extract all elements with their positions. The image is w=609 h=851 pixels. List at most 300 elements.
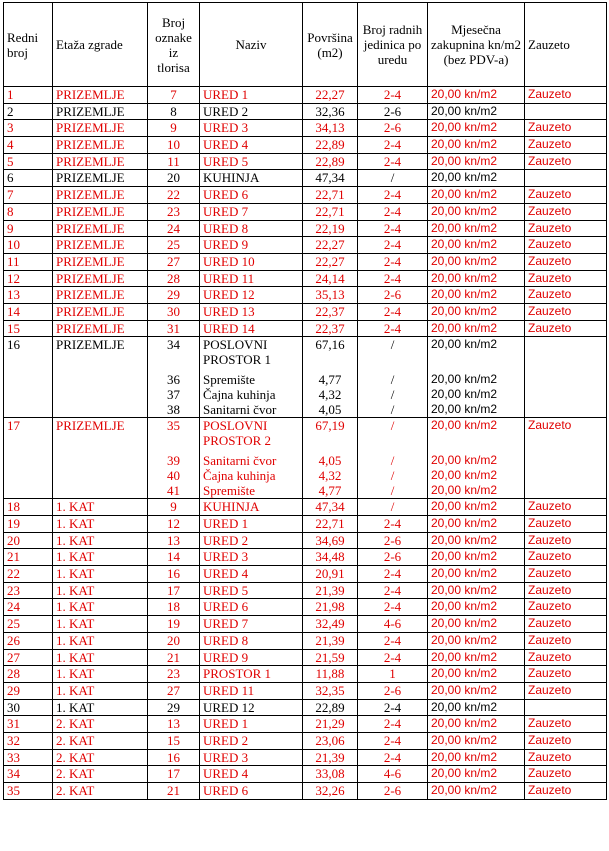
zakupnina-item: 20,00 kn/m2 [431,418,498,433]
cell-naziv: URED 7 [200,616,303,633]
jedinice-item: / [390,402,395,418]
cell-zakupnina: 20,00 kn/m2 [428,120,525,137]
cell-jedinice: 4-6 [358,616,428,633]
cell-redni: 16 [4,337,53,418]
cell-zauzeto: Zauzeto [525,582,607,599]
cell-redni: 12 [4,270,53,287]
cell-etaza: PRIZEMLJE [53,237,148,254]
cell-povrsina: 22,27 [303,87,358,104]
cell-jedinice: 2-4 [358,187,428,204]
table-row [4,499,607,516]
povrsina-item: 4,05 [318,453,342,469]
cell-etaza: PRIZEMLJE [53,253,148,270]
cell-zakupnina: 20,00 kn/m2 [428,103,525,120]
cell-jedinice: 2-4 [358,649,428,666]
oznaka-item: 38 [167,402,180,418]
cell-jedinice: 2-4 [358,320,428,337]
cell-zakupnina: 20,00 kn/m2 [428,666,525,683]
table-row [4,682,607,699]
cell-oznaka: 23 [148,203,200,220]
povrsina-item: 4,05 [318,402,342,418]
cell-oznaka: 19 [148,616,200,633]
cell-zauzeto: Zauzeto [525,649,607,666]
cell-povrsina: 21,59 [303,649,358,666]
povrsina-item: 67,16 [315,337,345,353]
table-row [4,566,607,583]
cell-oznaka: 13 [148,532,200,549]
cell-naziv: URED 3 [200,120,303,137]
cell-oznaka: 13 [148,716,200,733]
cell-naziv: URED 4 [200,566,303,583]
table-row [4,137,607,154]
cell-oznaka: 17 [148,766,200,783]
cell-oznaka: 14 [148,549,200,566]
cell-naziv: URED 9 [200,649,303,666]
cell-etaza: PRIZEMLJE [53,220,148,237]
oznaka-item: 40 [167,468,180,484]
cell-jedinice: 2-4 [358,749,428,766]
cell-jedinice: 2-6 [358,532,428,549]
cell-etaza: PRIZEMLJE [53,320,148,337]
cell-redni: 34 [4,766,53,783]
cell-zakupnina: 20,00 kn/m2 [428,649,525,666]
cell-oznaka: 10 [148,137,200,154]
cell-naziv: KUHINJA [200,499,303,516]
cell-naziv: URED 2 [200,103,303,120]
cell-etaza: PRIZEMLJE [53,418,148,499]
cell-povrsina: 34,13 [303,120,358,137]
cell-redni: 6 [4,170,53,187]
zakupnina-item: 20,00 kn/m2 [431,402,498,417]
cell-redni: 3 [4,120,53,137]
cell-naziv: PROSTOR 1 [200,666,303,683]
cell-etaza: PRIZEMLJE [53,337,148,418]
cell-oznaka: 9 [148,120,200,137]
table-row [4,549,607,566]
cell-zauzeto: Zauzeto [525,749,607,766]
cell-naziv: URED 2 [200,532,303,549]
cell-naziv: URED 4 [200,766,303,783]
cell-naziv: URED 7 [200,203,303,220]
cell-povrsina: 24,14 [303,270,358,287]
table-row [4,599,607,616]
cell-etaza: 1. KAT [53,649,148,666]
cell-povrsina: 20,91 [303,566,358,583]
table-row [4,253,607,270]
cell-etaza: 1. KAT [53,616,148,633]
cell-zakupnina: 20,00 kn/m2 [428,303,525,320]
naziv-item: Sanitarni čvor [203,453,277,469]
cell-zauzeto: Zauzeto [525,320,607,337]
povrsina-item: 67,19 [315,418,345,434]
cell-jedinice: 2-4 [358,87,428,104]
cell-zauzeto: Zauzeto [525,237,607,254]
cell-zauzeto [525,337,607,418]
cell-redni: 33 [4,749,53,766]
cell-zakupnina: 20,00 kn/m2 [428,632,525,649]
cell-jedinice: 2-4 [358,632,428,649]
cell-zauzeto: Zauzeto [525,566,607,583]
zakupnina-item: 20,00 kn/m2 [431,468,498,483]
povrsina-item: 4,32 [318,387,342,403]
cell-zauzeto: Zauzeto [525,666,607,683]
cell-zauzeto: Zauzeto [525,287,607,304]
cell-zakupnina: 20,00 kn/m2 [428,253,525,270]
cell-redni: 23 [4,582,53,599]
cell-povrsina: 22,27 [303,237,358,254]
cell-zakupnina: 20,00 kn/m2 [428,516,525,533]
cell-naziv: URED 3 [200,549,303,566]
povrsina-item: 4,77 [318,483,342,499]
cell-povrsina: 21,39 [303,582,358,599]
cell-oznaka: 24 [148,220,200,237]
naziv-item: Spremište [203,372,255,388]
cell-jedinice-list [358,337,428,418]
cell-povrsina: 34,69 [303,532,358,549]
cell-redni: 11 [4,253,53,270]
table-row [4,153,607,170]
oznaka-item: 37 [167,387,180,403]
cell-jedinice: 2-4 [358,270,428,287]
cell-oznaka: 9 [148,499,200,516]
cell-zakupnina: 20,00 kn/m2 [428,599,525,616]
cell-naziv: URED 5 [200,582,303,599]
cell-zauzeto: Zauzeto [525,682,607,699]
header-jedinice: Broj radnih jedinica po uredu [358,3,428,87]
cell-jedinice: / [358,499,428,516]
cell-zakupnina-list [428,418,525,499]
cell-oznaka: 16 [148,566,200,583]
cell-oznaka: 21 [148,649,200,666]
cell-oznaka: 8 [148,103,200,120]
cell-zakupnina: 20,00 kn/m2 [428,153,525,170]
cell-zakupnina: 20,00 kn/m2 [428,203,525,220]
cell-naziv: URED 8 [200,220,303,237]
cell-povrsina: 34,48 [303,549,358,566]
cell-redni: 26 [4,632,53,649]
cell-naziv-list [200,337,303,418]
cell-redni: 9 [4,220,53,237]
cell-oznaka-list [148,418,200,499]
naziv-item: Čajna kuhinja [203,468,276,484]
cell-naziv: URED 6 [200,187,303,204]
cell-zakupnina: 20,00 kn/m2 [428,320,525,337]
cell-povrsina: 22,89 [303,699,358,716]
cell-jedinice: 2-6 [358,549,428,566]
table-row [4,582,607,599]
table-row [4,783,607,800]
cell-etaza: PRIZEMLJE [53,103,148,120]
cell-oznaka: 29 [148,699,200,716]
cell-redni: 14 [4,303,53,320]
table-row [4,103,607,120]
cell-etaza: PRIZEMLJE [53,153,148,170]
cell-zauzeto: Zauzeto [525,716,607,733]
cell-zauzeto: Zauzeto [525,616,607,633]
cell-jedinice: 2-4 [358,732,428,749]
cell-etaza: 1. KAT [53,566,148,583]
cell-redni: 28 [4,666,53,683]
cell-povrsina: 21,98 [303,599,358,616]
cell-zakupnina: 20,00 kn/m2 [428,532,525,549]
table-row [4,749,607,766]
cell-etaza: 1. KAT [53,666,148,683]
cell-naziv: URED 8 [200,632,303,649]
cell-redni: 2 [4,103,53,120]
cell-oznaka: 17 [148,582,200,599]
cell-etaza: 2. KAT [53,716,148,733]
cell-redni: 8 [4,203,53,220]
table-row [4,87,607,104]
cell-jedinice: 2-4 [358,566,428,583]
cell-povrsina-list [303,418,358,499]
cell-oznaka: 30 [148,303,200,320]
header-zakupnina: Mjesečna zakupnina kn/m2 (bez PDV-a) [428,3,525,87]
cell-zauzeto [525,170,607,187]
table-row [4,170,607,187]
cell-zakupnina: 20,00 kn/m2 [428,287,525,304]
cell-naziv: URED 9 [200,237,303,254]
cell-zauzeto: Zauzeto [525,532,607,549]
cell-oznaka: 21 [148,783,200,800]
cell-zakupnina: 20,00 kn/m2 [428,766,525,783]
oznaka-item: 39 [167,453,180,469]
cell-naziv: URED 12 [200,699,303,716]
cell-oznaka: 15 [148,732,200,749]
cell-povrsina: 22,71 [303,203,358,220]
oznaka-item: 41 [167,483,180,499]
cell-redni: 18 [4,499,53,516]
cell-jedinice: 2-4 [358,253,428,270]
cell-zauzeto: Zauzeto [525,253,607,270]
cell-jedinice-list [358,418,428,499]
cell-redni: 17 [4,418,53,499]
jedinice-item: / [390,337,395,353]
cell-naziv: URED 10 [200,253,303,270]
table-row [4,287,607,304]
cell-oznaka: 20 [148,170,200,187]
cell-zakupnina: 20,00 kn/m2 [428,237,525,254]
cell-naziv: URED 1 [200,87,303,104]
cell-etaza: PRIZEMLJE [53,137,148,154]
cell-jedinice: 2-4 [358,137,428,154]
cell-etaza: 1. KAT [53,599,148,616]
cell-zauzeto: Zauzeto [525,303,607,320]
cell-redni: 29 [4,682,53,699]
cell-zauzeto: Zauzeto [525,203,607,220]
table-row [4,320,607,337]
table-row [4,270,607,287]
table-row [4,220,607,237]
cell-zakupnina: 20,00 kn/m2 [428,220,525,237]
cell-zakupnina: 20,00 kn/m2 [428,270,525,287]
table-row [4,716,607,733]
cell-zauzeto: Zauzeto [525,599,607,616]
cell-naziv: URED 4 [200,137,303,154]
cell-redni: 22 [4,566,53,583]
cell-zakupnina: 20,00 kn/m2 [428,699,525,716]
table-row [4,632,607,649]
cell-zauzeto: Zauzeto [525,516,607,533]
header-naziv: Naziv [200,3,303,87]
cell-naziv: URED 13 [200,303,303,320]
jedinice-item: / [390,483,395,499]
cell-etaza: 1. KAT [53,499,148,516]
table-row [4,187,607,204]
povrsina-item: 4,32 [318,468,342,484]
cell-jedinice: 2-4 [358,699,428,716]
cell-zauzeto [525,103,607,120]
cell-oznaka: 25 [148,237,200,254]
cell-zauzeto: Zauzeto [525,549,607,566]
cell-naziv: URED 14 [200,320,303,337]
cell-povrsina: 22,37 [303,320,358,337]
cell-jedinice: 2-4 [358,303,428,320]
cell-zakupnina: 20,00 kn/m2 [428,187,525,204]
cell-etaza: PRIZEMLJE [53,303,148,320]
table-row [4,666,607,683]
cell-etaza: 1. KAT [53,516,148,533]
cell-naziv: URED 2 [200,732,303,749]
cell-naziv: URED 12 [200,287,303,304]
jedinice-item: / [390,468,395,484]
header-zauzeto: Zauzeto [525,3,607,87]
cell-redni: 5 [4,153,53,170]
cell-zakupnina: 20,00 kn/m2 [428,566,525,583]
cell-zauzeto: Zauzeto [525,187,607,204]
cell-povrsina: 11,88 [303,666,358,683]
office-lease-table [3,2,607,800]
cell-redni: 1 [4,87,53,104]
cell-redni: 7 [4,187,53,204]
cell-zauzeto: Zauzeto [525,120,607,137]
cell-zakupnina: 20,00 kn/m2 [428,716,525,733]
cell-povrsina: 22,19 [303,220,358,237]
cell-jedinice: 2-4 [358,203,428,220]
cell-povrsina: 47,34 [303,499,358,516]
naziv-item: POSLOVNI PROSTOR 2 [203,418,272,449]
header-povrsina: Površina (m2) [303,3,358,87]
cell-jedinice: 2-4 [358,716,428,733]
cell-oznaka: 7 [148,87,200,104]
cell-jedinice: 2-6 [358,120,428,137]
cell-redni: 24 [4,599,53,616]
cell-etaza: 1. KAT [53,582,148,599]
cell-oznaka: 22 [148,187,200,204]
cell-etaza: PRIZEMLJE [53,120,148,137]
cell-oznaka: 16 [148,749,200,766]
cell-jedinice: 2-4 [358,582,428,599]
jedinice-item: / [390,418,395,434]
cell-redni: 20 [4,532,53,549]
cell-povrsina: 23,06 [303,732,358,749]
cell-etaza: 1. KAT [53,682,148,699]
table-row [4,766,607,783]
cell-redni: 35 [4,783,53,800]
cell-zauzeto: Zauzeto [525,137,607,154]
cell-zakupnina: 20,00 kn/m2 [428,549,525,566]
cell-jedinice: 2-4 [358,599,428,616]
cell-etaza: PRIZEMLJE [53,270,148,287]
cell-etaza: PRIZEMLJE [53,287,148,304]
jedinice-item: / [390,372,395,388]
table-row [4,237,607,254]
cell-etaza: 2. KAT [53,783,148,800]
cell-zakupnina-list [428,337,525,418]
cell-zauzeto: Zauzeto [525,732,607,749]
cell-etaza: 1. KAT [53,632,148,649]
cell-redni: 32 [4,732,53,749]
cell-naziv: URED 11 [200,682,303,699]
cell-povrsina: 21,39 [303,632,358,649]
cell-povrsina: 32,49 [303,616,358,633]
cell-povrsina: 22,27 [303,253,358,270]
cell-zauzeto: Zauzeto [525,220,607,237]
cell-redni: 13 [4,287,53,304]
table-row [4,699,607,716]
cell-jedinice: 2-4 [358,516,428,533]
cell-redni: 31 [4,716,53,733]
header-etaza: Etaža zgrade [53,3,148,87]
oznaka-item: 36 [167,372,180,388]
naziv-item: Sanitarni čvor [203,402,277,418]
cell-etaza: PRIZEMLJE [53,87,148,104]
cell-zauzeto: Zauzeto [525,766,607,783]
cell-jedinice: 1 [358,666,428,683]
table-row [4,303,607,320]
table-body-business-spaces [4,337,607,499]
cell-povrsina: 32,35 [303,682,358,699]
cell-etaza: PRIZEMLJE [53,203,148,220]
cell-zakupnina: 20,00 kn/m2 [428,582,525,599]
cell-povrsina: 22,71 [303,516,358,533]
cell-zauzeto: Zauzeto [525,153,607,170]
cell-zauzeto: Zauzeto [525,418,607,499]
table-row [4,616,607,633]
cell-zakupnina: 20,00 kn/m2 [428,87,525,104]
cell-povrsina: 22,89 [303,153,358,170]
cell-povrsina: 22,37 [303,303,358,320]
cell-zauzeto: Zauzeto [525,632,607,649]
cell-naziv: KUHINJA [200,170,303,187]
cell-jedinice: / [358,170,428,187]
cell-povrsina: 35,13 [303,287,358,304]
cell-jedinice: 2-6 [358,103,428,120]
cell-jedinice: 2-6 [358,682,428,699]
group-row-16 [4,337,607,418]
cell-jedinice: 2-6 [358,287,428,304]
header-row [4,3,607,87]
header-redni: Redni broj [4,3,53,87]
cell-redni: 21 [4,549,53,566]
header-oznaka: Broj oznake iz tlorisa [148,3,200,87]
cell-povrsina: 32,36 [303,103,358,120]
zakupnina-item: 20,00 kn/m2 [431,372,498,387]
table-body-upper-floors [4,499,607,799]
cell-redni: 4 [4,137,53,154]
cell-redni: 10 [4,237,53,254]
cell-povrsina: 21,29 [303,716,358,733]
cell-povrsina: 47,34 [303,170,358,187]
cell-zauzeto [525,699,607,716]
cell-povrsina: 32,26 [303,783,358,800]
cell-zakupnina: 20,00 kn/m2 [428,616,525,633]
table-row [4,516,607,533]
cell-etaza: 2. KAT [53,766,148,783]
cell-jedinice: 2-4 [358,153,428,170]
cell-zakupnina: 20,00 kn/m2 [428,749,525,766]
jedinice-item: / [390,387,395,403]
